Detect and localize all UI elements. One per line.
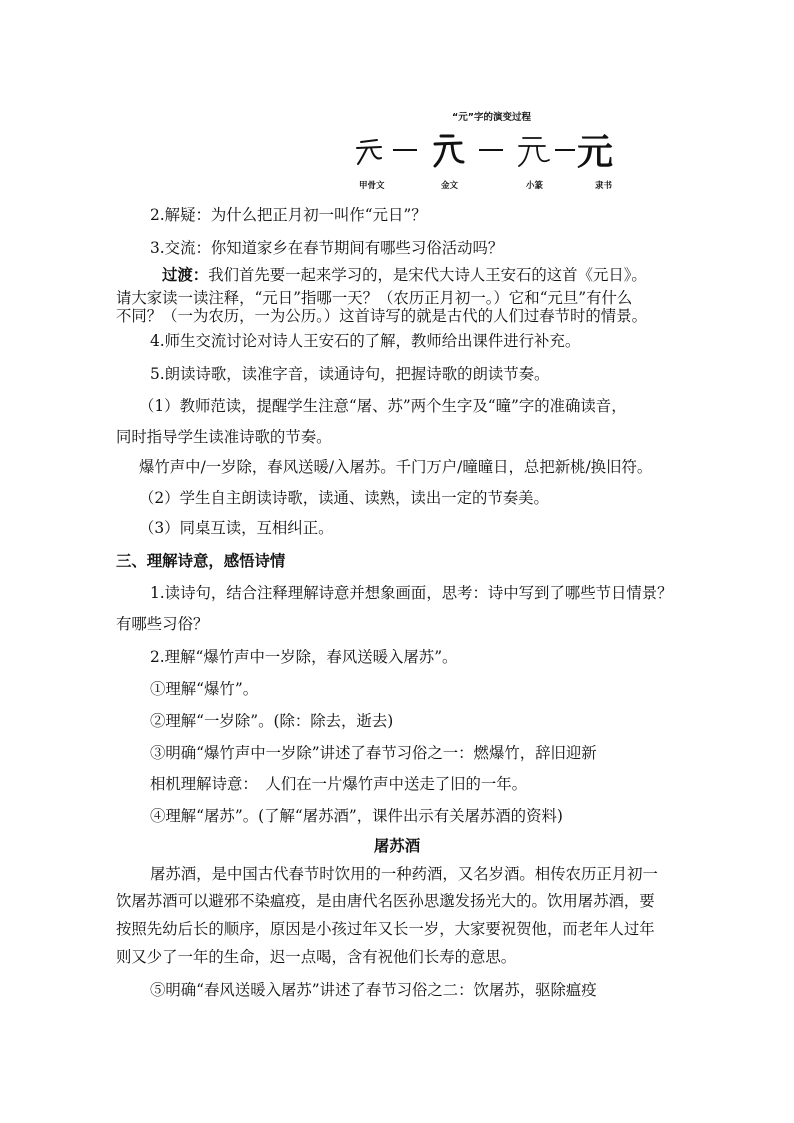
text-line: 有哪些习俗？ xyxy=(116,615,209,633)
text-line: 2.解疑：为什么把正月初一叫作“元日”？ xyxy=(150,206,427,224)
text-line: 3.交流：你知道家乡在春节期间有哪些习俗活动吗？ xyxy=(150,239,504,257)
material-line: 则又少了一年的生命，迟一点喝，含有祝他们长寿的意思。 xyxy=(116,948,517,966)
small-seal-glyph xyxy=(519,138,549,166)
text-line: 1.读诗句，结合注释理解诗意并想象画面，思考：诗中写到了哪些节日情景？ xyxy=(150,584,673,602)
text-line: （2）学生自主朗读诗歌，读通、读熟，读出一定的节奏美。 xyxy=(139,489,549,507)
clerical-script-glyph: 元 xyxy=(577,131,614,170)
text-line: ③明确“爆竹声中一岁除”讲述了春节习俗之一：燃爆竹，辞旧迎新 xyxy=(150,744,597,762)
text-line: 不同？（一为农历，一为公历。）这首诗写的就是古代的人们过春节时的情景。 xyxy=(116,307,647,325)
text-line: ①理解“爆竹”。 xyxy=(150,680,259,698)
caption-small-seal: 小篆 xyxy=(526,181,544,191)
text-line: （3）同桌互读，互相纠正。 xyxy=(139,519,334,537)
material-line: 饮屠苏酒可以避邪不染瘟疫，是由唐代名医孙思邈发扬光大的。饮用屠苏酒，要 xyxy=(116,892,655,910)
character-evolution-figure xyxy=(355,128,635,170)
caption-oracle-bone: 甲骨文 xyxy=(359,181,385,191)
bronze-script-glyph xyxy=(435,136,463,166)
text-line xyxy=(162,265,647,285)
figure-title: “元”字的演变过程 xyxy=(452,112,531,123)
text-line: 同时指导学生读准诗歌的节奏。 xyxy=(116,428,332,446)
text-line: 4.师生交流讨论对诗人王安石的了解，教师给出课件进行补充。 xyxy=(150,332,581,350)
text-line: ②理解“一岁除”。(除：除去，逝去) xyxy=(150,712,394,730)
caption-clerical: 隶书 xyxy=(595,181,613,191)
text-line: ④理解“屠苏”。(了解“屠苏酒”，课件出示有关屠苏酒的资料) xyxy=(150,807,563,825)
text-line: 相机理解诗意： 人们在一片爆竹声中送走了旧的一年。 xyxy=(150,775,528,793)
transition-label: 过渡： xyxy=(162,266,209,284)
caption-bronze: 金文 xyxy=(441,181,459,191)
poem-rhythm-line: 爆竹声中/一岁除，春风送暖/入屠苏。千门万户/曈曈日，总把新桃/换旧符。 xyxy=(139,458,653,476)
section-heading: 三、理解诗意，感悟诗情 xyxy=(116,552,286,570)
material-title: 屠苏酒 xyxy=(373,837,421,855)
text-line: 2.理解“爆竹声中一岁除，春风送暖入屠苏”。 xyxy=(150,648,458,666)
material-line: 屠苏酒，是中国古代春节时饮用的一种药酒，又名岁酒。相传农历正月初一 xyxy=(150,865,658,883)
oracle-bone-glyph xyxy=(357,140,381,164)
text-line: ⑤明确“春风送暖入屠苏”讲述了春节习俗之二：饮屠苏，驱除瘟疫 xyxy=(150,981,597,999)
text-line: （1）教师范读，提醒学生注意“屠、苏”两个生字及“曈”字的准确读音， xyxy=(139,397,627,415)
material-line: 按照先幼后长的顺序，原因是小孩过年又长一岁，大家要祝贺他，而老年人过年 xyxy=(116,920,655,938)
transition-text: 我们首先要一起来学习的，是宋代大诗人王安石的这首《元日》。 xyxy=(208,266,647,284)
text-line: 请大家读一读注释，“元日”指哪一天？（农历正月初一。）它和“元旦”有什么 xyxy=(116,289,633,307)
text-line: 5.朗读诗歌，读准字音，读通诗句，把握诗歌的朗读节奏。 xyxy=(150,365,550,383)
